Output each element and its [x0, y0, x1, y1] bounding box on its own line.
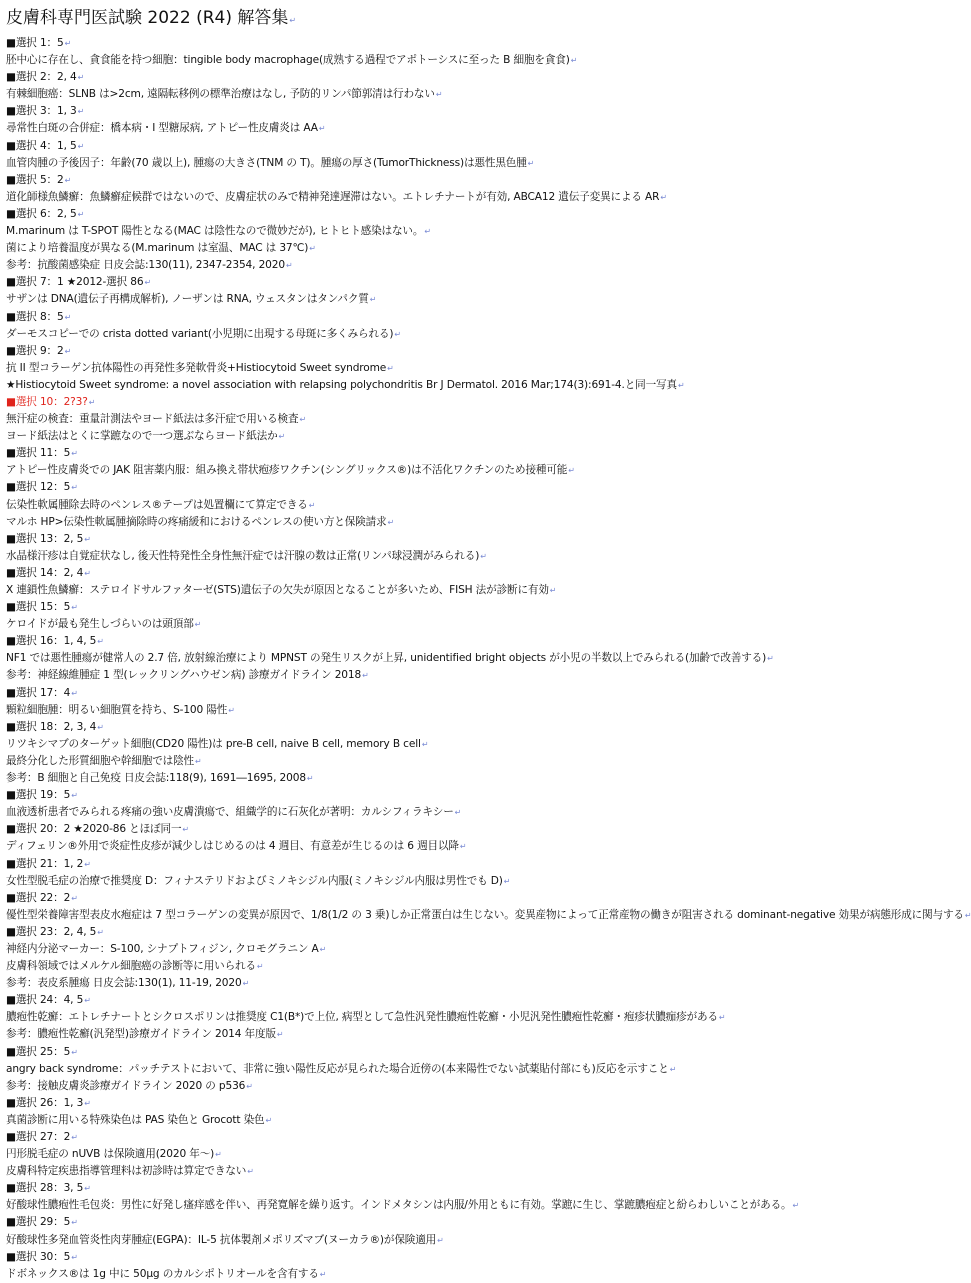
answer-heading-text: ■選択 22：2: [6, 891, 71, 904]
answer-note: [6, 1061, 870, 1078]
answer-heading: [6, 138, 870, 155]
paragraph-mark-icon: ↵: [84, 1184, 91, 1194]
paragraph-mark-icon: ↵: [660, 192, 667, 202]
answer-heading: [6, 685, 870, 702]
paragraph-mark-icon: ↵: [71, 893, 78, 903]
answer-heading: [6, 35, 870, 52]
paragraph-mark-icon: ↵: [71, 1218, 78, 1228]
answer-note-text: 顆粒細胞腫：明るい細胞質を持ち、S-100 陽性: [6, 703, 228, 716]
answer-heading-text: ■選択 12：5: [6, 481, 71, 494]
answer-note: [6, 958, 870, 975]
answer-note: [6, 941, 870, 958]
answer-heading-text: ■選択 4：1, 5: [6, 139, 77, 152]
document-title: [6, 4, 870, 32]
paragraph-mark-icon: ↵: [84, 859, 91, 869]
paragraph-mark-icon: ↵: [454, 808, 462, 818]
paragraph-mark-icon: ↵: [362, 671, 369, 681]
answer-note-text: angry back syndrome：パッチテストにおいて、非常に強い陽性反応が見られた場合近傍の(本来陽性でない試薬貼付部にも)反応を示すこと: [6, 1062, 669, 1075]
answer-heading-text: ■選択 19：5: [6, 789, 71, 802]
answer-heading: [6, 787, 870, 804]
answer-note: [6, 736, 870, 753]
answer-heading-text: ■選択 2：2, 4: [6, 71, 77, 84]
answer-note-text: 胚中心に存在し、貪食能を持つ細胞：tingible body macrophage(成熟する過程でアポトーシスに至った B 細胞を貪食): [6, 54, 570, 67]
paragraph-mark-icon: ↵: [570, 56, 578, 66]
paragraph-mark-icon: ↵: [527, 158, 535, 168]
answer-note: [6, 514, 870, 531]
answer-note-text: 参考：接触皮膚炎診療ガイドライン 2020 の p536: [6, 1079, 246, 1092]
answer-heading: [6, 599, 870, 616]
paragraph-mark-icon: ↵: [247, 1167, 254, 1177]
answer-heading: [6, 1129, 870, 1146]
answer-heading: [6, 1180, 870, 1197]
answer-note-text: 好酸球性膿疱性毛包炎：男性に好発し瘙痒感を伴い、再発寛解を繰り返す。インドメタシンは内服/外用ともに有効。掌蹠に生じ、掌蹠膿疱症と紛らわしいことがある。: [6, 1199, 792, 1212]
answer-heading-text: ■選択 30：5: [6, 1250, 71, 1263]
answer-note-text: 参考：膿疱性乾癬(汎発型)診療ガイドライン 2014 年度版: [6, 1028, 276, 1041]
answer-heading: [6, 565, 870, 582]
answer-note-text: 参考：B 細胞と自己免疫 日皮会誌:118(9), 1691―1695, 2008: [6, 772, 306, 785]
paragraph-mark-icon: ↵: [71, 449, 78, 459]
answer-heading-text: ■選択 21：1, 2: [6, 857, 84, 870]
paragraph-mark-icon: ↵: [309, 244, 316, 254]
answer-note-text: 円形脱毛症の nUVB は保険適用(2020 年〜): [6, 1148, 215, 1161]
paragraph-mark-icon: ↵: [71, 1252, 78, 1262]
answer-heading-text: ■選択 28：3, 5: [6, 1182, 84, 1195]
answer-note-text: 膿疱性乾癬：エトレチナートとシクロスポリンは推奨度 C1(B*)で上位, 病型として急性汎発性膿疱性乾癬・小児汎発性膿疱性乾癬・疱疹状膿痂疹がある: [6, 1011, 718, 1024]
document-title-text: 皮膚科専門医試験 2022 (R4) 解答集: [6, 8, 289, 28]
paragraph-mark-icon: ↵: [182, 825, 189, 835]
paragraph-mark-icon: ↵: [964, 910, 971, 920]
answer-heading: [6, 992, 870, 1009]
paragraph-mark-icon: ↵: [276, 1030, 284, 1040]
answer-note: [6, 1163, 870, 1180]
answer-note: [6, 155, 870, 172]
answer-note: [6, 240, 870, 257]
answer-note: [6, 873, 870, 890]
answer-note-text: 女性型脱毛症の治療で推奨度 D：フィナステリドおよびミノキシジル内服(ミノキシジル内服は男性でも D): [6, 874, 503, 887]
paragraph-mark-icon: ↵: [84, 534, 91, 544]
answer-note-text: 優性型栄養障害型表皮水疱症は 7 型コラーゲンの変異が原因で、1/8(1/2 の 3 乗)しか正常蛋白は生じない。変異産物によって正常産物の働きが阻害される dominant-negative 効果が病態形成に関与する: [6, 908, 964, 921]
paragraph-mark-icon: ↵: [299, 415, 306, 425]
paragraph-mark-icon: ↵: [71, 603, 78, 613]
answer-note-text: ★Histiocytoid Sweet syndrome: a novel association with relapsing polychondritis Br J Dermatol. 2016 Mar;174(3):691-4.と同一写真: [6, 378, 677, 391]
paragraph-mark-icon: ↵: [421, 739, 429, 749]
paragraph-mark-icon: ↵: [319, 944, 327, 954]
answer-note: [6, 428, 870, 445]
answer-heading-text: ■選択 17：4: [6, 686, 71, 699]
answer-note: [6, 52, 870, 69]
answer-heading-text: ■選択 27：2: [6, 1131, 71, 1143]
answer-heading-text: ■選択 9：2: [6, 344, 64, 357]
answer-note-text: ドボネックス®は 1g 中に 50μg のカルシポトリオールを含有する: [6, 1267, 319, 1280]
answer-heading: [6, 633, 870, 650]
answer-note: [6, 616, 870, 633]
answer-heading-text: ■選択 13：2, 5: [6, 532, 84, 545]
answer-note: [6, 1232, 870, 1249]
document-body: [6, 35, 971, 1283]
answer-note: [6, 702, 870, 719]
answer-heading: [6, 924, 870, 941]
answer-heading: [6, 172, 870, 189]
answer-note-text: サザンは DNA(遺伝子再構成解析), ノーザンは RNA, ウェスタンはタンパク質: [6, 293, 369, 306]
answer-heading-text: ■選択 5：2: [6, 173, 64, 186]
answer-heading-text: ■選択 11：5: [6, 447, 71, 460]
answer-heading: [6, 394, 870, 411]
answer-note-text: 有棘細胞癌：SLNB は>2cm, 遠隔転移例の標準治療はなし, 予防的リンパ節郭清は行わない: [6, 88, 435, 101]
answer-note: [6, 497, 870, 514]
answer-heading: [6, 274, 870, 291]
answer-note: [6, 189, 870, 206]
answer-heading-text: ■選択 18：2, 3, 4: [6, 720, 97, 733]
answer-heading-text: ■選択 16：1, 4, 5: [6, 635, 97, 648]
answer-heading-text: ■選択 6：2, 5: [6, 207, 77, 220]
answer-note: [6, 975, 870, 992]
answer-note: [6, 326, 870, 343]
paragraph-mark-icon: ↵: [549, 586, 557, 595]
paragraph-mark-icon: ↵: [256, 962, 264, 972]
answer-note-text: ダーモスコピーでの crista dotted variant(小児期に出現する母斑に多くみられる): [6, 327, 394, 340]
answer-note: [6, 667, 870, 684]
answer-heading: [6, 890, 870, 907]
paragraph-mark-icon: ↵: [71, 1047, 78, 1057]
answer-note: [6, 223, 870, 240]
answer-note: [6, 1197, 870, 1214]
answer-note: [6, 462, 870, 479]
paragraph-mark-icon: ↵: [77, 209, 85, 219]
paragraph-mark-icon: ↵: [289, 16, 297, 25]
answer-note-text: 無汗症の検査：重量計測法やヨード紙法は多汗症で用いる検査: [6, 413, 299, 426]
paragraph-mark-icon: ↵: [71, 688, 78, 698]
paragraph-mark-icon: ↵: [71, 791, 78, 801]
answer-note-text: 伝染性軟属腫除去時のペンレス®テープは処置欄にて算定できる: [6, 498, 308, 511]
answer-note-text: 血液透析患者でみられる疼痛の強い皮膚潰瘍で、組織学的に石灰化が著明：カルシフィラキシー: [6, 806, 454, 819]
paragraph-mark-icon: ↵: [792, 1201, 800, 1211]
answer-heading: [6, 1249, 870, 1266]
paragraph-mark-icon: ↵: [215, 1150, 222, 1160]
paragraph-mark-icon: ↵: [71, 483, 78, 493]
paragraph-mark-icon: ↵: [64, 175, 72, 185]
paragraph-mark-icon: ↵: [144, 278, 152, 288]
answer-note: [6, 120, 870, 137]
answer-heading-text: ■選択 24：4, 5: [6, 994, 84, 1007]
answer-note: [6, 1009, 870, 1026]
answer-heading-text: ■選択 10：2?3?: [6, 395, 88, 408]
paragraph-mark-icon: ↵: [265, 1115, 273, 1125]
paragraph-mark-icon: ↵: [84, 568, 91, 578]
paragraph-mark-icon: ↵: [459, 842, 467, 852]
paragraph-mark-icon: ↵: [568, 466, 575, 476]
answer-note-text: X 連鎖性魚鱗癬：ステロイドサルファターゼ(STS)遺伝子の欠失が原因となることが多いため、FISH 法が診断に有効: [6, 584, 549, 596]
answer-heading: [6, 856, 870, 873]
answer-note: [6, 1112, 870, 1129]
answer-heading-text: ■選択 20：2 ★2020-86 とほぼ同一: [6, 823, 182, 836]
paragraph-mark-icon: ↵: [97, 722, 104, 732]
answer-note: [6, 411, 870, 428]
paragraph-mark-icon: ↵: [64, 312, 72, 322]
paragraph-mark-icon: ↵: [369, 295, 377, 305]
answer-heading: [6, 445, 870, 462]
answer-note: [6, 291, 870, 308]
answer-note: [6, 86, 870, 103]
answer-note-text: ディフェリン®外用で炎症性皮疹が減少しはじめるのは 4 週目、有意差が生じるのは 6 週目以降: [6, 840, 459, 853]
answer-note: [6, 1026, 870, 1043]
answer-note: [6, 257, 870, 274]
answer-note-text: 抗 II 型コラーゲン抗体陽性の再発性多発軟骨炎+Histiocytoid Sweet syndrome: [6, 361, 387, 374]
paragraph-mark-icon: ↵: [278, 432, 286, 442]
paragraph-mark-icon: ↵: [64, 346, 72, 356]
answer-note-text: 参考：神経線維腫症 1 型(レックリングハウゼン病) 診療ガイドライン 2018: [6, 669, 362, 682]
paragraph-mark-icon: ↵: [394, 329, 401, 339]
answer-note-text: 尋常性白斑の合併症：橋本病・I 型糖尿病, アトピー性皮膚炎は AA: [6, 122, 318, 135]
answer-heading: [6, 69, 870, 86]
paragraph-mark-icon: ↵: [480, 551, 487, 561]
paragraph-mark-icon: ↵: [285, 261, 293, 271]
answer-note-text: アトピー性皮膚炎での JAK 阻害薬内服：組み換え帯状疱疹ワクチン(シングリックス®)は不活化ワクチンのため接種可能: [6, 464, 568, 477]
answer-heading: [6, 343, 870, 360]
answer-note-text: 水晶様汗疹は自覚症状なし, 後天性特発性全身性無汗症では汗腺の数は正常(リンパ球浸潤がみられる): [6, 549, 480, 562]
answer-note-text: 道化師様魚鱗癬：魚鱗癬症候群ではないので、皮膚症状のみで精神発達遅滞はない。エトレチナートが有効, ABCA12 遺伝子変異による AR: [6, 190, 660, 203]
paragraph-mark-icon: ↵: [718, 1013, 726, 1023]
answer-note-text: 皮膚科領域ではメルケル細胞癌の診断等に用いられる: [6, 960, 256, 973]
paragraph-mark-icon: ↵: [88, 397, 96, 407]
paragraph-mark-icon: ↵: [308, 500, 316, 510]
answer-heading: [6, 1214, 870, 1231]
paragraph-mark-icon: ↵: [195, 756, 202, 766]
answer-note: [6, 804, 870, 821]
answer-note: [6, 1146, 870, 1163]
paragraph-mark-icon: ↵: [242, 979, 250, 989]
paragraph-mark-icon: ↵: [64, 39, 72, 48]
paragraph-mark-icon: ↵: [228, 705, 235, 715]
paragraph-mark-icon: ↵: [669, 1064, 677, 1074]
answer-heading-text: ■選択 3：1, 3: [6, 105, 77, 118]
answer-note: [6, 907, 971, 924]
paragraph-mark-icon: ↵: [71, 1133, 78, 1142]
answer-note-text: 神経内分泌マーカー：S-100, シナプトフィジン, クロモグラニン A: [6, 942, 319, 955]
answer-note-text: M.marinum は T-SPOT 陽性となる(MAC は陰性なので微妙だが), ヒトヒト感染はない。: [6, 225, 424, 238]
answer-note: [6, 1266, 870, 1283]
answer-heading: [6, 206, 870, 223]
answer-note-text: ヨード紙法はとくに掌蹠なので一つ選ぶならヨード紙法か: [6, 430, 278, 443]
answer-note-text: 参考：表皮系腫瘍 日皮会誌:130(1), 11-19, 2020: [6, 977, 242, 990]
answer-note: [6, 753, 870, 770]
paragraph-mark-icon: ↵: [387, 363, 394, 373]
paragraph-mark-icon: ↵: [437, 1235, 444, 1245]
paragraph-mark-icon: ↵: [503, 876, 511, 886]
answer-note-text: 血管肉腫の予後因子：年齢(70 歳以上), 腫瘍の大きさ(TNM の T)。腫瘍の厚さ(TumorThickness)は悪性黒色腫: [6, 156, 527, 169]
answer-note: [6, 360, 870, 377]
answer-note: [6, 838, 870, 855]
answer-heading: [6, 1095, 870, 1112]
answer-heading-text: ■選択 1：5: [6, 37, 64, 49]
paragraph-mark-icon: ↵: [77, 73, 85, 83]
answer-heading-text: ■選択 7：1 ★2012-選択 86: [6, 276, 144, 289]
answer-note-text: リツキシマブのターゲット細胞(CD20 陽性)は pre-B cell, naive B cell, memory B cell: [6, 737, 421, 750]
answer-note: [6, 650, 870, 667]
paragraph-mark-icon: ↵: [194, 620, 202, 630]
answer-heading: [6, 821, 870, 838]
answer-note-text: 菌により培養温度が異なる(M.marinum は室温、MAC は 37℃): [6, 242, 309, 255]
paragraph-mark-icon: ↵: [318, 124, 326, 134]
answer-note-text: ケロイドが最も発生しづらいのは頭頂部: [6, 618, 194, 631]
paragraph-mark-icon: ↵: [424, 227, 431, 237]
paragraph-mark-icon: ↵: [246, 1081, 253, 1091]
answer-heading: [6, 1044, 870, 1061]
answer-heading-text: ■選択 8：5: [6, 310, 64, 323]
answer-heading-text: ■選択 23：2, 4, 5: [6, 925, 97, 938]
answer-note: [6, 548, 870, 565]
answer-heading-text: ■選択 15：5: [6, 601, 71, 614]
answer-note-text: マルホ HP>伝染性軟属腫摘除時の疼痛緩和におけるペンレスの使い方と保険請求: [6, 515, 387, 528]
answer-note: [6, 377, 870, 394]
paragraph-mark-icon: ↵: [767, 654, 774, 664]
answer-heading: [6, 309, 870, 326]
answer-note: [6, 1078, 870, 1095]
answer-heading-text: ■選択 25：5: [6, 1045, 71, 1058]
answer-heading: [6, 479, 870, 496]
answer-note-text: NF1 では悪性腫瘍が健常人の 2.7 倍, 放射線治療により MPNST の発生リスクが上昇, unidentified bright objects が小児の半数以上でみられる(加齢で改善する): [6, 652, 767, 665]
answer-note: [6, 582, 870, 599]
answer-note-text: 好酸球性多発血管炎性肉芽腫症(EGPA)：IL-5 抗体製剤メポリズマブ(ヌーカラ®)が保険適用: [6, 1233, 437, 1246]
answer-note: [6, 770, 870, 787]
answer-heading: [6, 719, 870, 736]
paragraph-mark-icon: ↵: [435, 90, 443, 100]
answer-heading-text: ■選択 14：2, 4: [6, 566, 84, 579]
answer-heading-text: ■選択 26：1, 3: [6, 1096, 84, 1109]
answer-note-text: 最終分化した形質細胞や幹細胞では陰性: [6, 754, 194, 767]
paragraph-mark-icon: ↵: [387, 517, 395, 527]
answer-note-text: 皮膚科特定疾患指導管理料は初診時は算定できない: [6, 1165, 247, 1178]
answer-heading: [6, 103, 870, 120]
paragraph-mark-icon: ↵: [306, 774, 314, 784]
paragraph-mark-icon: ↵: [677, 380, 685, 390]
paragraph-mark-icon: ↵: [77, 141, 85, 151]
answer-heading-text: ■選択 29：5: [6, 1216, 71, 1229]
paragraph-mark-icon: ↵: [97, 637, 104, 647]
paragraph-mark-icon: ↵: [97, 927, 104, 937]
answer-note-text: 真菌診断に用いる特殊染色は PAS 染色と Grocott 染色: [6, 1113, 265, 1126]
answer-note-text: 参考：抗酸菌感染症 日皮会誌:130(11), 2347-2354, 2020: [6, 259, 285, 272]
answer-heading: [6, 531, 870, 548]
paragraph-mark-icon: ↵: [77, 107, 85, 117]
paragraph-mark-icon: ↵: [319, 1269, 327, 1279]
paragraph-mark-icon: ↵: [84, 1098, 91, 1108]
paragraph-mark-icon: ↵: [84, 996, 91, 1006]
